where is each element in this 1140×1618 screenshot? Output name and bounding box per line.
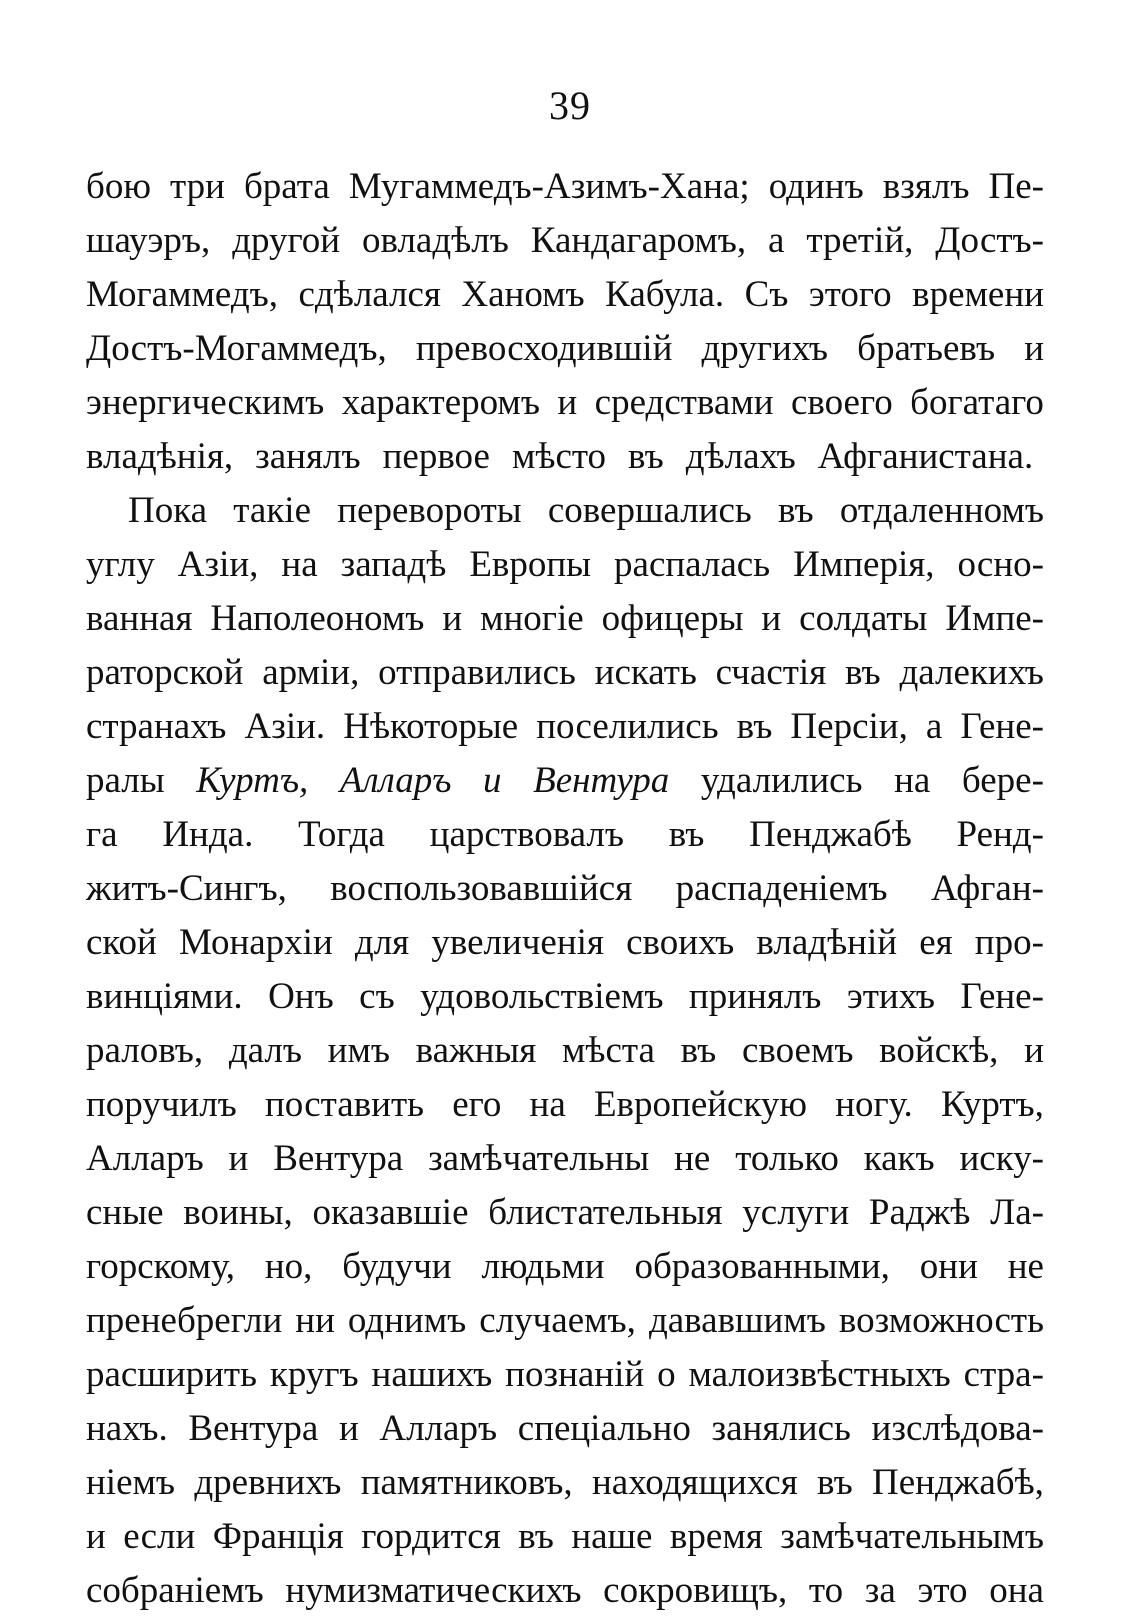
word: не: [1007, 1246, 1044, 1287]
word: царствовалъ: [429, 814, 625, 855]
word: занялись: [711, 1408, 851, 1449]
word: въ: [680, 1030, 717, 1071]
word: арміи,: [262, 652, 360, 693]
word: такіе: [233, 490, 312, 531]
word: ея: [919, 922, 953, 963]
word: Афганистана.: [817, 436, 1034, 477]
text-line: [86, 1294, 1044, 1348]
word: занялъ: [255, 436, 361, 477]
word: овладѣлъ: [361, 220, 509, 261]
word: въ: [817, 1462, 853, 1503]
text-line: [86, 214, 1044, 268]
word: своихъ: [626, 922, 735, 963]
word: воины,: [183, 1192, 293, 1233]
word: и: [338, 1408, 359, 1449]
text-line: [86, 1348, 1044, 1402]
word: въ: [628, 436, 664, 477]
text-line: [86, 1132, 1044, 1186]
word: кругъ: [269, 1354, 359, 1395]
word: Пенджабѣ,: [872, 1462, 1044, 1503]
word: Достъ-Могаммедъ,: [86, 328, 387, 369]
word: сдѣлался: [298, 274, 441, 315]
word: услуги: [742, 1192, 850, 1233]
word: Азіи.: [244, 706, 326, 747]
word: и: [557, 382, 578, 423]
word: ванная: [86, 598, 193, 639]
word: въ: [845, 652, 881, 693]
text-line: [86, 808, 1044, 862]
text-line: [86, 700, 1044, 754]
word: дававшимъ: [648, 1300, 826, 1341]
word: поручилъ: [86, 1084, 237, 1125]
text-line: [86, 1564, 1044, 1618]
word: ни: [295, 1300, 335, 1341]
word: имъ: [327, 1030, 390, 1071]
word: находящихся: [591, 1462, 798, 1503]
word: какъ: [863, 1138, 935, 1179]
word: шауэръ,: [86, 220, 211, 261]
word: отдаленномъ: [839, 490, 1044, 531]
word: Пока: [128, 490, 208, 531]
word: Пе-: [988, 166, 1044, 207]
word: древнихъ: [194, 1462, 342, 1503]
word: поселились: [536, 706, 719, 747]
word: Ренд-: [956, 814, 1044, 855]
word: въ: [668, 814, 705, 855]
word: Вентура: [188, 1408, 319, 1449]
word: совершались: [547, 490, 752, 531]
word: Афган-: [930, 868, 1044, 909]
word: Съ: [744, 274, 789, 315]
word: распалась: [614, 544, 771, 585]
page-number: 39: [549, 83, 591, 128]
word: только: [735, 1138, 839, 1179]
word: блистательныя: [488, 1192, 723, 1233]
word: а: [925, 706, 943, 747]
text-line: [86, 1240, 1044, 1294]
word: Куртъ,: [940, 1084, 1044, 1125]
word: случаемъ,: [479, 1300, 636, 1341]
word: сокровищъ,: [603, 1570, 788, 1611]
word: Тогда: [298, 814, 385, 855]
word: Могаммедъ,: [86, 274, 279, 315]
word: Куртъ,: [196, 760, 309, 801]
word: замѣчательнымъ: [780, 1516, 1044, 1557]
word: Вентура: [273, 1138, 404, 1179]
word: энергическимъ: [86, 382, 325, 423]
text-line: [86, 376, 1044, 430]
word: наше: [571, 1516, 653, 1557]
word: мѣсто: [511, 436, 607, 477]
word: на: [529, 1084, 566, 1125]
word: въ: [518, 1516, 554, 1557]
word: первое: [382, 436, 490, 477]
word: для: [354, 922, 410, 963]
text-line: [86, 1456, 1044, 1510]
word: средствами: [594, 382, 774, 423]
word: его: [452, 1084, 502, 1125]
word: въ: [736, 706, 773, 747]
text-line: [86, 1186, 1044, 1240]
word: нахъ.: [86, 1408, 168, 1449]
text-line: [86, 538, 1044, 592]
text-line: [86, 916, 1044, 970]
word: про-: [974, 922, 1044, 963]
word: замѣчательны: [428, 1138, 650, 1179]
word: ніемъ: [86, 1462, 176, 1503]
word: раловъ,: [86, 1030, 204, 1071]
word: три: [170, 166, 225, 207]
word: важныя: [415, 1030, 537, 1071]
word: горскому,: [86, 1246, 236, 1287]
word: отправились: [378, 652, 576, 693]
text-line: [86, 268, 1044, 322]
word: не: [674, 1138, 711, 1179]
text-line: [86, 430, 1044, 484]
word: характеромъ: [341, 382, 540, 423]
word: времени: [912, 274, 1044, 315]
word: счастія: [715, 652, 827, 693]
word: о: [657, 1354, 676, 1395]
word: углу: [86, 544, 155, 585]
word: а: [768, 220, 785, 261]
word: странахъ: [86, 706, 227, 747]
word: Мугаммедъ-Азимъ-Хана;: [348, 166, 750, 207]
word: раторской: [86, 652, 244, 693]
word: Нѣкоторые: [343, 706, 519, 747]
word: и: [1024, 328, 1044, 369]
word: взялъ: [882, 166, 970, 207]
word: Европейскую: [593, 1084, 808, 1125]
word: и: [1024, 1030, 1044, 1071]
word: возможность: [838, 1300, 1044, 1341]
word: на: [281, 544, 318, 585]
word: бою: [86, 166, 151, 207]
word: западѣ: [340, 544, 447, 585]
word: одинъ: [768, 166, 864, 207]
word: Наполеономъ: [210, 598, 425, 639]
word: Ханомъ: [461, 274, 585, 315]
text-line: [86, 1402, 1044, 1456]
word: поставить: [265, 1084, 425, 1125]
word: осно-: [957, 544, 1044, 585]
word: ралы: [86, 760, 165, 801]
text-line: [86, 862, 1044, 916]
word: пренебрегли: [86, 1300, 283, 1341]
word: своемъ: [741, 1030, 854, 1071]
word: третій,: [806, 220, 914, 261]
word: офицеры: [601, 598, 744, 639]
word: братьевъ: [857, 328, 996, 369]
text-line: [86, 646, 1044, 700]
text-line: [86, 1510, 1044, 1564]
word: другой: [232, 220, 341, 261]
word: Имперія,: [793, 544, 935, 585]
word: принялъ: [688, 976, 822, 1017]
word: и: [442, 598, 463, 639]
word: Франція: [212, 1516, 344, 1557]
word: сные: [86, 1192, 164, 1233]
word: Инда.: [162, 814, 254, 855]
word: далъ: [228, 1030, 302, 1071]
word: Алларъ: [339, 760, 452, 801]
word: оказавшіе: [312, 1192, 469, 1233]
text-line: [86, 970, 1044, 1024]
word: распаденіемъ: [675, 868, 888, 909]
word: ской: [86, 922, 157, 963]
word: если: [123, 1516, 196, 1557]
word: памятниковъ,: [360, 1462, 573, 1503]
word: далекихъ: [899, 652, 1044, 693]
word: однимъ: [347, 1300, 467, 1341]
word: дѣлахъ: [685, 436, 796, 477]
word: и: [761, 598, 782, 639]
word: съ: [359, 976, 395, 1017]
body-text: [86, 160, 1044, 1618]
word: гордится: [361, 1516, 501, 1557]
text-line: [86, 754, 1044, 808]
word: и: [483, 760, 502, 801]
word: удовольствіемъ: [420, 976, 664, 1017]
word: многіе: [480, 598, 584, 639]
word: Персіи,: [790, 706, 908, 747]
word: нашихъ: [371, 1354, 493, 1395]
word: Азіи,: [177, 544, 259, 585]
word: Пенджабѣ: [749, 814, 912, 855]
text-line: [86, 1078, 1044, 1132]
word: Европы: [469, 544, 592, 585]
word: спеціально: [517, 1408, 691, 1449]
word: бере-: [961, 760, 1044, 801]
word: но,: [264, 1246, 313, 1287]
word: будучи: [342, 1246, 452, 1287]
word: перевороты: [337, 490, 522, 531]
word: на: [894, 760, 931, 801]
word: га: [86, 814, 118, 855]
word: и: [228, 1138, 249, 1179]
word: въ: [777, 490, 814, 531]
word: увеличенія: [431, 922, 604, 963]
word: Алларъ: [86, 1138, 204, 1179]
word: они: [919, 1246, 978, 1287]
word: собраніемъ: [86, 1570, 264, 1611]
word: воспользовавшійся: [330, 868, 633, 909]
word: иску-: [959, 1138, 1044, 1179]
word: Вентура: [533, 760, 670, 801]
word: и: [86, 1516, 106, 1557]
word: этихъ: [846, 976, 935, 1017]
word: время: [669, 1516, 763, 1557]
word: она: [989, 1570, 1044, 1611]
word: стра-: [963, 1354, 1044, 1395]
text-line: [86, 484, 1044, 538]
text-line: [86, 592, 1044, 646]
word: познаній: [505, 1354, 645, 1395]
word: житъ-Сингъ,: [86, 868, 287, 909]
word: за: [864, 1570, 896, 1611]
word: владѣнія,: [86, 436, 234, 477]
text-line: [86, 160, 1044, 214]
word: Достъ-: [935, 220, 1044, 261]
word: мѣста: [561, 1030, 655, 1071]
word: Гене-: [960, 976, 1044, 1017]
word: Кабула.: [605, 274, 725, 315]
text-line: [86, 322, 1044, 376]
word: Ла-: [990, 1192, 1044, 1233]
word: солдаты: [799, 598, 928, 639]
word: образованными,: [634, 1246, 890, 1287]
word: другихъ: [701, 328, 829, 369]
word: удалились: [700, 760, 863, 801]
word: Гене-: [960, 706, 1044, 747]
word: винціями.: [86, 976, 243, 1017]
text-line: [86, 1024, 1044, 1078]
word: нумизматическихъ: [285, 1570, 582, 1611]
word: войскѣ,: [879, 1030, 999, 1071]
word: людьми: [481, 1246, 605, 1287]
word: Кандагаромъ,: [530, 220, 747, 261]
word: расширить: [86, 1354, 257, 1395]
word: искать: [594, 652, 697, 693]
word: Импе-: [945, 598, 1044, 639]
word: то: [808, 1570, 844, 1611]
word: своего: [790, 382, 893, 423]
word: изслѣдова-: [871, 1408, 1044, 1449]
word: Онъ: [268, 976, 334, 1017]
word: Алларъ: [379, 1408, 498, 1449]
word: это: [917, 1570, 968, 1611]
word: владѣній: [756, 922, 898, 963]
word: Монархіи: [178, 922, 333, 963]
word: превосходившій: [415, 328, 673, 369]
word: богатаго: [910, 382, 1044, 423]
word: ногу.: [835, 1084, 913, 1125]
word: малоизвѣстныхъ: [688, 1354, 951, 1395]
word: Раджѣ: [868, 1192, 971, 1233]
word: брата: [243, 166, 330, 207]
word: этого: [808, 274, 892, 315]
